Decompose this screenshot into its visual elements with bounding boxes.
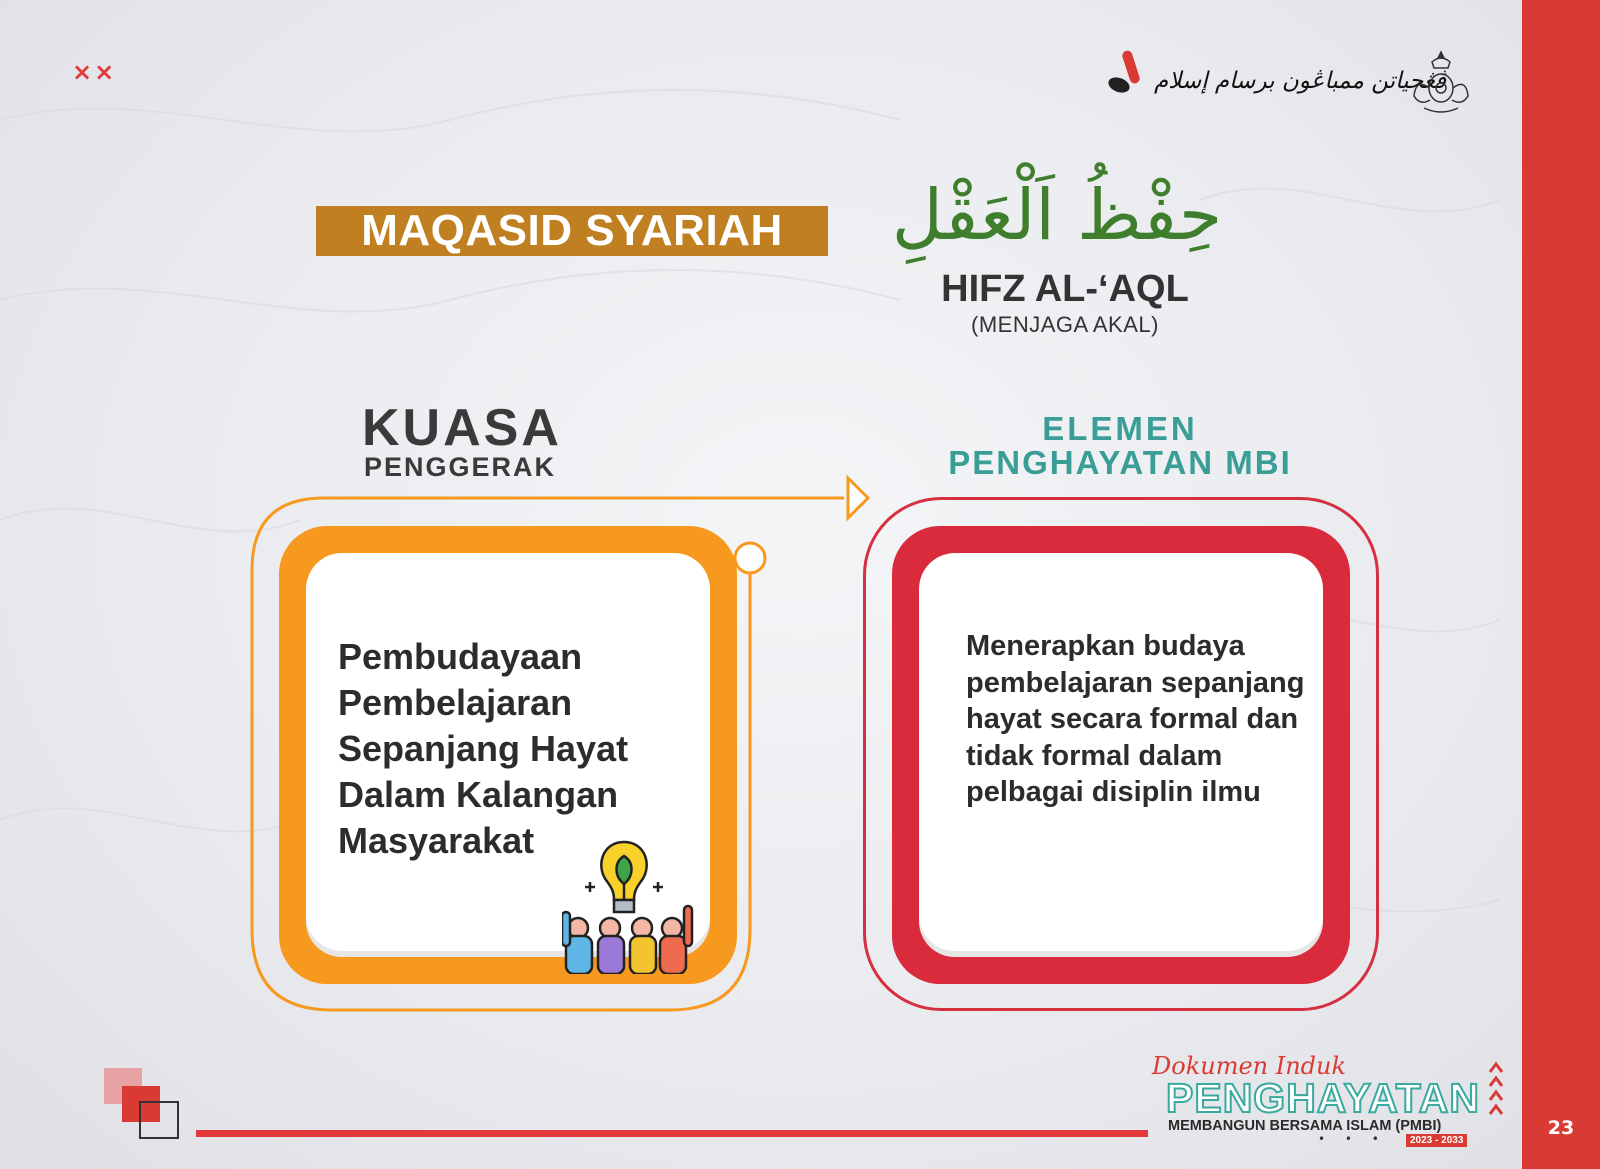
- elemen-heading: ELEMEN: [1042, 410, 1198, 447]
- right-card-text: Menerapkan budaya pembelajaran sepanjang hayat secara formal dan tidak formal dalam pelbagai disiplin ilmu: [966, 630, 1305, 808]
- chevron-up-icon: [1488, 1060, 1504, 1120]
- state-crest-icon: [1410, 48, 1472, 116]
- x-marks-decoration: ××: [72, 58, 117, 86]
- left-card-text: Pembudayaan Pembelajaran Sepanjang Hayat Dalam Kalangan Masyarakat: [338, 636, 629, 861]
- footer-rule: [196, 1130, 1148, 1137]
- logo-jawi-text: ڤڠحياتن ممباڠون برسام إسلام: [1154, 68, 1447, 94]
- maqasid-syariah-label: MAQASID SYARIAH: [316, 206, 828, 256]
- transliteration-title: HIFZ AL-‘AQL: [941, 268, 1189, 310]
- footer-subtitle: MEMBANGUN BERSAMA ISLAM (PMBI): [1168, 1118, 1442, 1134]
- page-number: 23: [1547, 1117, 1575, 1139]
- right-accent-bar: [1522, 0, 1600, 1169]
- footer-dots: • • •: [1318, 1132, 1387, 1146]
- penghayatan-mbi-heading: PENGHAYATAN MBI: [948, 444, 1292, 481]
- footer-script-text: Dokumen Induk: [1152, 1052, 1347, 1080]
- header-logo: [1108, 48, 1478, 118]
- logo-dark-drop-icon: [1106, 75, 1131, 96]
- footer-penghayatan-text: PENGHAYATAN: [1166, 1075, 1481, 1121]
- footer-years-badge: 2023 - 2033: [1406, 1134, 1467, 1147]
- corner-squares-decoration: [104, 1068, 184, 1142]
- lightbulb-people-icon: [562, 836, 702, 974]
- kuasa-heading: KUASA: [362, 399, 562, 457]
- penggerak-heading: PENGGERAK: [364, 452, 557, 482]
- meaning-subtitle: (MENJAGA AKAL): [971, 312, 1159, 337]
- footer-logo: [1150, 1052, 1502, 1146]
- arabic-title: حِفْظُ اَلْعَقْلِ: [891, 174, 1223, 256]
